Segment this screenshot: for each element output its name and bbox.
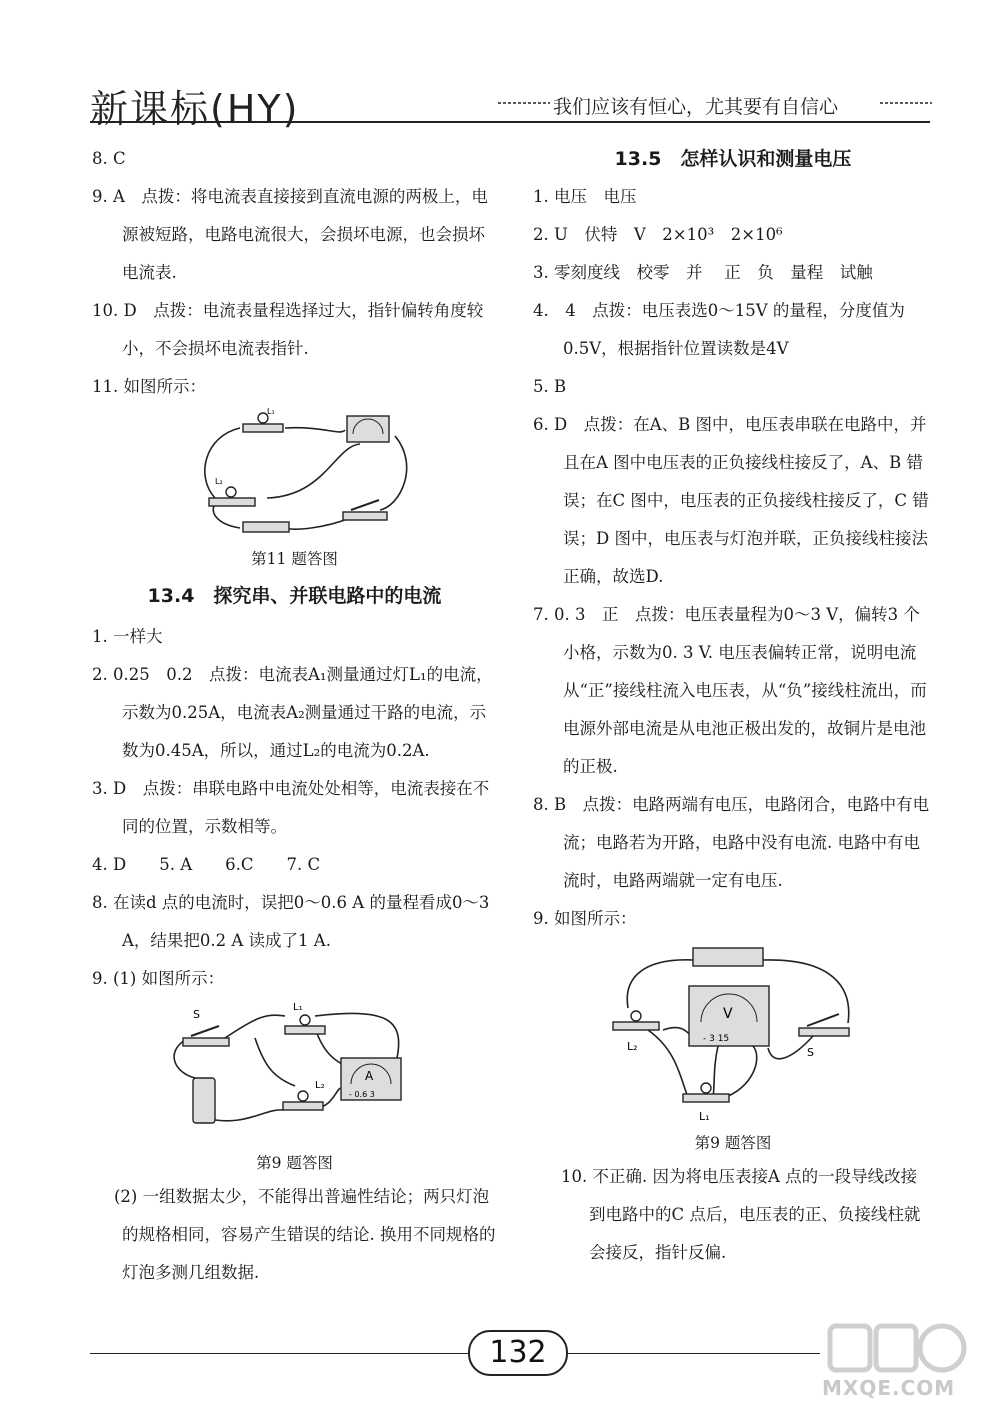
answer-9: 9. A 点拨：将电流表直接接到直流电源的两极上，电源被短路，电路电流很大，会损坏电源，也会损坏电流表. — [92, 187, 488, 282]
voltmeter-label: V — [723, 1006, 733, 1022]
lamp-icon — [226, 487, 236, 497]
switch-icon — [807, 1014, 839, 1026]
figure-9-parallel-circuit — [165, 998, 425, 1148]
watermark-site: MXQE.COM — [822, 1376, 956, 1400]
lamp-l1-base — [243, 424, 283, 432]
answer-10: 10. D 点拨：电流表量程选择过大，指针偏转角度较小，不会损坏电流表指针. — [92, 301, 484, 358]
lamp-l1-base — [285, 1026, 325, 1034]
header-rule — [90, 121, 930, 123]
figure-11-circuit — [175, 406, 415, 544]
switch-base — [799, 1028, 849, 1036]
footer-rule-left — [90, 1353, 468, 1354]
lamp-l1-label: L₁ — [699, 1110, 710, 1123]
figure-9-caption-right: 第9 题答图 — [694, 1134, 772, 1152]
answer-2: 2. 0.25 0.2 点拨：电流表A₁测量通过灯L₁的电流，示数为0.25A，电流表A₂测量通过干路的电流，示数为0.45A，所以，通过L₂的电流为0.2A. — [92, 665, 493, 760]
lamp-l1-label: L₁ — [266, 407, 275, 416]
header-ornament-right — [880, 99, 932, 107]
answer-9-part1: 9. (1) 如图所示： — [92, 969, 225, 988]
book-title: 新课标(HY) — [90, 87, 300, 131]
answer-10: 10. 不正确. 因为将电压表接A 点的一段导线改接到电路中的C 点后，电压表的正、负接线柱就会接反，指针反偏. — [561, 1167, 921, 1262]
lamp-icon — [298, 1091, 308, 1101]
lamp-l2-base — [209, 498, 255, 506]
switch-icon — [351, 500, 379, 510]
lamp-l1-base — [683, 1094, 729, 1102]
switch-label: S — [192, 1008, 200, 1021]
answer-9-part2: (2) 一组数据太少，不能得出普遍性结论；两只灯泡的规格相同，容易产生错误的结论. 换用不同规格的灯泡多测几组数据. — [114, 1187, 496, 1282]
battery-icon — [243, 522, 289, 532]
battery-icon — [193, 1078, 215, 1123]
answer-3: 3. 零刻度线 校零 并 正 负 量程 试触 — [533, 263, 873, 282]
switch-base — [183, 1038, 229, 1046]
lamp-l2-base — [613, 1022, 659, 1030]
lamp-l1-label: L₁ — [292, 1002, 303, 1013]
figure-11-caption: 第11 题答图 — [251, 550, 338, 568]
answer-9: 9. 如图所示： — [533, 909, 637, 928]
answer-7: 7. 0. 3 正 点拨：电压表量程为0～3 V，偏转3 个小格，示数为0. 3 V. 电压表偏转正常，说明电流从“正”接线柱流入电压表，从“负”接线柱流出，而电源外部电流是从电池正极出发的，故铜片是电池的正极. — [533, 605, 927, 776]
answer-6: 6. D 点拨：在A、B 图中，电压表串联在电路中，并且在A 图中电压表的正负接线柱接反了，A、B 错误；在C 图中，电压表的正负接线柱接反了，C 错误；D 图中，电压表与灯泡并联，正负接线柱接法正确，故选D. — [533, 415, 929, 586]
answer-3: 3. D 点拨：串联电路中电流处处相等，电流表接在不同的位置，示数相等。 — [92, 779, 490, 836]
answer-11: 11. 如图所示： — [92, 377, 206, 396]
right-column — [533, 140, 933, 1272]
lamp-l2-label: L₂ — [314, 1080, 325, 1091]
answer-1: 1. 一样大 — [92, 627, 163, 646]
header-ornament-left — [498, 99, 550, 107]
answer-8: 8. B 点拨：电路两端有电压，电路闭合，电路中有电流；电路若为开路，电路中没有电流. 电路中有电流时，电路两端就一定有电压. — [533, 795, 930, 890]
lamp-l2-base — [283, 1102, 323, 1110]
section-13-5-title: 13.5 怎样认识和测量电压 — [614, 148, 852, 170]
lamp-icon — [631, 1011, 641, 1021]
figure-9-caption-left: 第9 题答图 — [256, 1154, 333, 1172]
answer-1: 1. 电压 电压 — [533, 187, 637, 206]
section-13-4-title: 13.4 探究串、并联电路中的电流 — [147, 585, 442, 607]
figure-9-voltmeter-circuit — [603, 938, 863, 1128]
footer-rule-right — [566, 1353, 820, 1354]
lamp-icon — [701, 1083, 711, 1093]
lamp-l2-label: L₂ — [214, 477, 223, 486]
left-column — [92, 140, 497, 1292]
answer-5: 5. B — [533, 377, 567, 396]
voltmeter-terminals: - 3 15 — [703, 1034, 730, 1044]
page-number: 132 — [468, 1330, 568, 1376]
ammeter-label: A — [364, 1069, 373, 1083]
lamp-icon — [300, 1015, 310, 1025]
answer-4-7: 4. D 5. A 6.C 7. C — [92, 855, 321, 874]
switch-label: S — [807, 1046, 814, 1059]
answer-8: 8. 在读d 点的电流时，误把0～0.6 A 的量程看成0～3 A，结果把0.2 A 读成了1 A. — [92, 893, 490, 950]
answer-4: 4. 4 点拨：电压表选0～15V 的量程，分度值为0.5V，根据指针位置读数是4V — [533, 301, 905, 358]
lamp-l2-label: L₂ — [627, 1040, 638, 1053]
ammeter-terminals: - 0.6 3 — [348, 1090, 375, 1099]
answer-8: 8. C — [92, 149, 126, 168]
header-motto: 我们应该有恒心，尤其要有自信心 — [553, 96, 839, 118]
switch-base — [343, 512, 387, 520]
battery-icon — [693, 948, 763, 966]
answer-2: 2. U 伏特 V 2×10³ 2×10⁶ — [533, 225, 783, 244]
switch-icon — [191, 1026, 219, 1036]
